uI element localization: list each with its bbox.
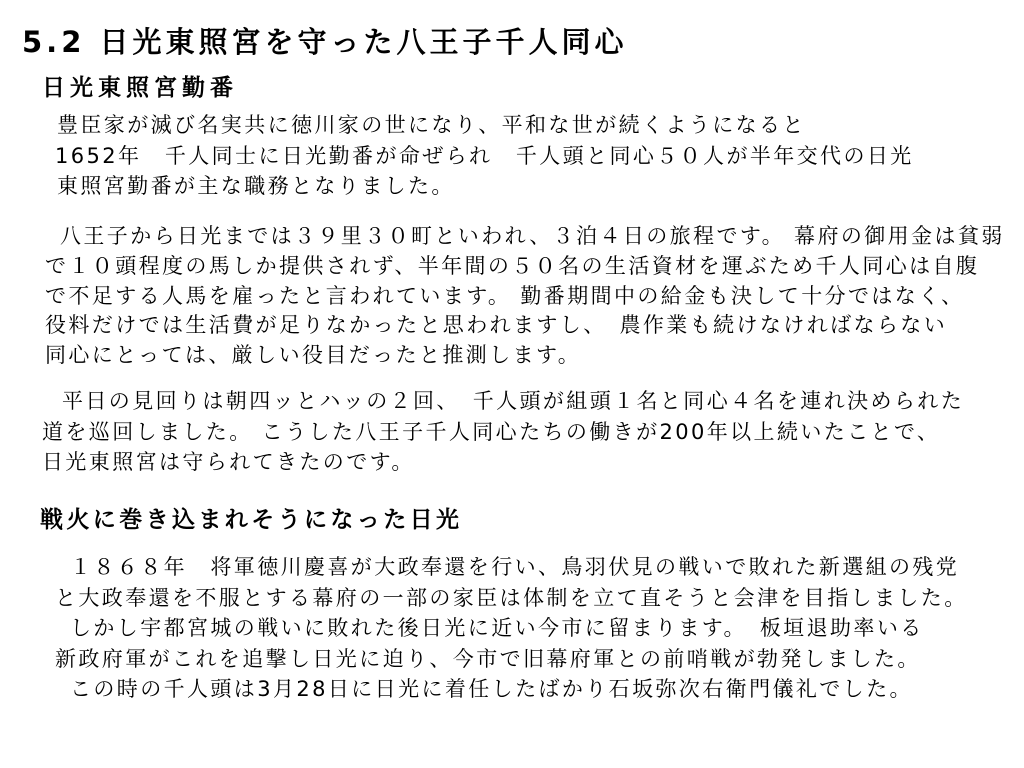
section-heading-nikko-kinban: 日光東照宮勤番 (42, 75, 238, 101)
paragraph-line: 東照宮勤番が主な職務となりました。 (57, 174, 455, 198)
paragraph-line: 役料だけでは生活費が足りなかったと思われますし、 農作業も続けなければならない (45, 313, 948, 338)
paragraph-line: 平日の見回りは朝四ッとハッの２回、 千人頭が組頭１名と同心４名を連れ決められた (62, 389, 965, 413)
paragraph-line: １８６８年 将軍徳川慶喜が大政奉還を行い、鳥羽伏見の戦いで敗れた新選組の残党 (70, 555, 960, 579)
paragraph-line: 1652年 千人同士に日光勤番が命ぜられ 千人頭と同心５０人が半年交代の日光 (55, 143, 914, 168)
paragraph-line: しかし宇都宮城の戦いに敗れた後日光に近い今市に留まります。 板垣退助率いる (70, 616, 924, 640)
paragraph-line: 豊臣家が滅び名実共に徳川家の世になり、平和な世が続くようになると (57, 113, 806, 137)
section-heading-war: 戦火に巻き込まれそうになった日光 (40, 507, 463, 533)
paragraph-patrol (42, 386, 964, 478)
paragraph-line: 日光東照宮は守られてきたのです。 (42, 450, 415, 474)
paragraph-line: と大政奉還を不服とする幕府の一部の家臣は体制を立て直そうと会津を目指しました。 (55, 585, 968, 610)
paragraph-line: 道を巡回しました。 こうした八王子千人同心たちの働きが200年以上続いたことで、 (42, 419, 941, 444)
paragraph-journey (45, 222, 1005, 371)
paragraph-line: で不足する人馬を雇ったと言われています。 勤番期間中の給金も決して十分ではなく、 (45, 283, 965, 308)
page-title: 5.2 日光東照宮を守った八王子千人同心 (22, 25, 628, 59)
paragraph-boshin-war (55, 552, 968, 705)
paragraph-line: 同心にとっては、厳しい役目だったと推測します。 (45, 343, 582, 368)
paragraph-kinban-origin (55, 110, 914, 202)
paragraph-line: 八王子から日光までは３９里３０町といわれ、３泊４日の旅程です。 幕府の御用金は貧弱 (60, 224, 1005, 248)
paragraph-line: で１０頭程度の馬しか提供されず、半年間の５０名の生活資材を運ぶため千人同心は自腹 (45, 253, 980, 278)
paragraph-line: この時の千人頭は3月28日に日光に着任したばかり石坂弥次右衛門儀礼でした。 (70, 677, 913, 701)
paragraph-line: 新政府軍がこれを追撃し日光に迫り、今市で旧幕府軍との前哨戦が勃発しました。 (55, 646, 921, 671)
